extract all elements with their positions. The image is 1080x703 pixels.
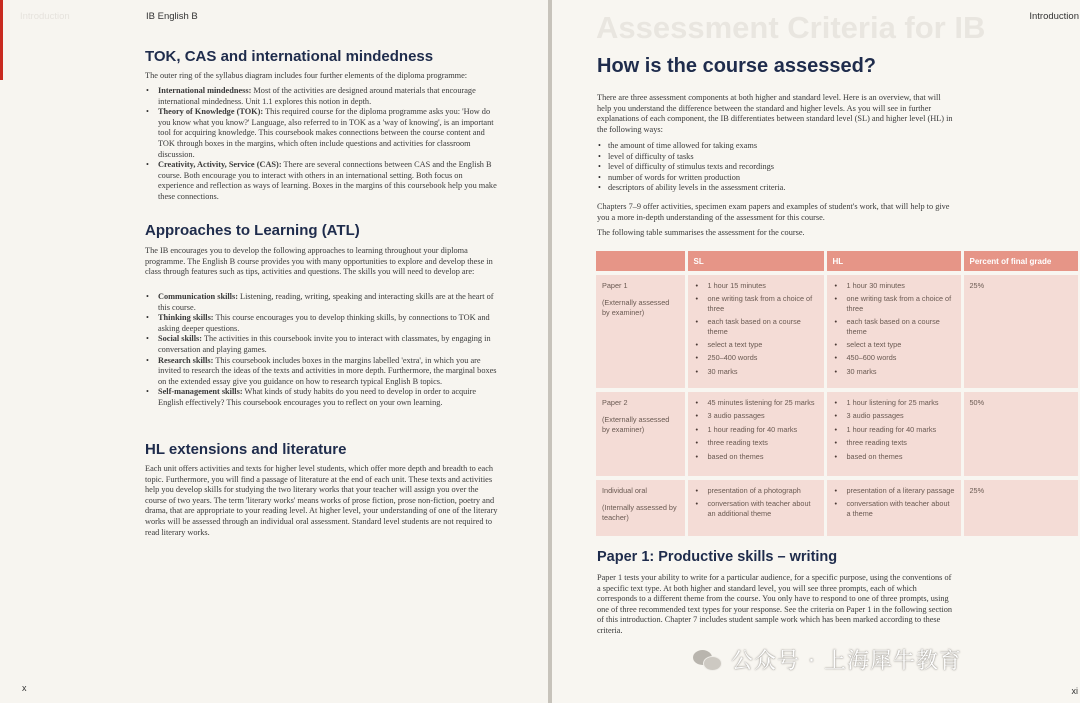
red-edge-strip — [0, 0, 3, 80]
paper-cell: Paper 1 (Externally assessed by examiner) — [596, 273, 686, 390]
tok-bullet-list — [145, 86, 497, 203]
tok-intro: The outer ring of the syllabus diagram includes four further elements of the diploma programme: — [145, 71, 468, 80]
page-number-right: xi — [1071, 686, 1078, 696]
ghost-title: Assessment Criteria for IB — [596, 10, 986, 45]
chapters-note: Chapters 7–9 offer activities, specimen exam papers and examples of student's work, that will help to give you a more in-depth understanding of the assessment for this course. — [597, 202, 950, 222]
atl-bullet-list — [145, 292, 497, 409]
list-item: • Creativity, Activity, Service (CAS): There are several connections between CAS and the English B course. Both encourage you to interact with others in an international setting. Both focus on experience and reflection as ways of learning. Boxes in the margins of this coursebook help you make these connections. — [145, 160, 497, 202]
sl-cell: • presentation of a photograph • conversation with teacher about an additional theme — [686, 478, 825, 536]
running-head-left: IB English B — [146, 11, 198, 22]
table-row — [596, 273, 1078, 390]
assessment-table — [596, 251, 1078, 536]
table-header-cell: HL — [825, 251, 962, 273]
sl-cell: • 45 minutes listening for 25 marks • 3 audio passages • 1 hour reading for 40 marks • three reading texts • based on themes — [686, 390, 825, 478]
list-item: • level of difficulty of tasks — [597, 152, 947, 163]
paper-cell: Individual oral (Internally assessed by teacher) — [596, 478, 686, 536]
percent-cell: 25% — [962, 478, 1078, 536]
hl-cell: • 1 hour listening for 25 marks • 3 audio passages • 1 hour reading for 40 marks • three reading texts • based on themes — [825, 390, 962, 478]
paper-cell: Paper 2 (Externally assessed by examiner) — [596, 390, 686, 478]
table-row — [596, 390, 1078, 478]
hl-cell: • 1 hour 30 minutes • one writing task from a choice of three • each task based on a course theme • select a text type • 450–600 words • 30 marks — [825, 273, 962, 390]
hl-cell: • presentation of a literary passage • conversation with teacher about a theme — [825, 478, 962, 536]
atl-intro: The IB encourages you to develop the following approaches to learning throughout your diploma programme. The English B course provides you with many opportunities to explore and develop these in class through features such as tips, activities and questions. The skills you will need to develop are: — [145, 246, 493, 277]
page-number-left: x — [22, 683, 27, 693]
list-item: • Social skills: The activities in this coursebook invite you to interact with classmates, by engaging in conversation and playing games. — [145, 334, 497, 355]
list-item: • descriptors of ability levels in the assessment criteria. — [597, 183, 947, 194]
list-item: • Communication skills: Listening, reading, writing, speaking and interacting skills are at the heart of this course. — [145, 292, 497, 313]
table-header-cell — [596, 251, 686, 273]
table-header-cell: Percent of final grade — [962, 251, 1078, 273]
paper1-body: Paper 1 tests your ability to write for a particular audience, for a specific purpose, using the conventions of a specific text type. At both higher and standard level, you will see three prompts, each of which corresponds to a different theme from the course. You only have to respond to one of three prompts, using one of three recommended text types for your response. See the criteria on Paper 1 in the following section of this introduction. Chapter 7 includes student sample work which has been marked according to these criteria. — [597, 573, 953, 635]
list-item: • Self-management skills: What kinds of study habits do you need to develop in order to acquire English effectively? This coursebook encourages you to reflect on your own learning. — [145, 387, 497, 408]
list-item: • the amount of time allowed for taking exams — [597, 141, 947, 152]
list-item: • number of words for written production — [597, 173, 947, 184]
watermark-text: 公众号 · 上海犀牛教育 — [731, 649, 962, 674]
list-item: • level of difficulty of stimulus texts and recordings — [597, 162, 947, 173]
section-heading-tok: TOK, CAS and international mindedness — [145, 48, 434, 65]
ways-list — [597, 141, 947, 194]
table-header-row — [596, 251, 1078, 273]
section-heading-atl: Approaches to Learning (ATL) — [145, 222, 360, 239]
list-item: • Thinking skills: This course encourages you to develop thinking skills, by connections to TOK and asking deeper questions. — [145, 313, 497, 334]
list-item: • Theory of Knowledge (TOK): This required course for the diploma programme asks you: 'How do you know what you know?' Language, also referred to in TOK as a 'way of knowing', is an important tool for acquiring knowledge. This coursebook makes connections between the course content and TOK through boxes in the margins, which often include questions and activities for classroom discussion. — [145, 107, 497, 160]
running-head-right: Introduction — [1029, 11, 1079, 22]
table-intro: The following table summarises the assessment for the course. — [597, 228, 805, 237]
table-row — [596, 478, 1078, 536]
wechat-icon — [693, 648, 721, 672]
sl-cell: • 1 hour 15 minutes • one writing task from a choice of three • each task based on a course theme • select a text type • 250–400 words • 30 marks — [686, 273, 825, 390]
section-heading-hl: HL extensions and literature — [145, 441, 347, 458]
paper1-heading: Paper 1: Productive skills – writing — [597, 549, 838, 565]
percent-cell: 25% — [962, 273, 1078, 390]
hl-body: Each unit offers activities and texts for higher level students, which offer more depth and breadth to each topic. Furthermore, you will find a passage of literature at the end of each unit. These texts and activities help you develop skills for studying the two literary works that your teacher will assign you over the course of two years. The term 'literary works' means works of prose fiction, prose non-fiction, poetry and drama, that are appropriate to your reading level. At higher level, your understanding of one of the literary works will be assessed through an individual oral assessment. Standard level students are not required to read literary works. — [145, 464, 498, 537]
list-item: • International mindedness: Most of the activities are designed around materials that encourage international mindedness. Unit 1.1 explores this notion in depth. — [145, 86, 497, 107]
percent-cell: 50% — [962, 390, 1078, 478]
running-head-left-faded: Introduction — [20, 11, 70, 22]
list-item: • Research skills: This coursebook includes boxes in the margins labelled 'extra', in which you are invited to research the ideas of the texts and activities in more depth. Furthermore, the marginal boxes on the extended essay give you guidance on how to research typical English B topics. — [145, 356, 497, 388]
watermark — [693, 644, 962, 675]
assessment-intro: There are three assessment components at both higher and standard level. Here is an overview, that will help you understand the difference between the standard and higher levels. As you will see in further explanations of each component, the IB differentiates between standard level (SL) and higher level (HL) in the following ways: — [597, 93, 953, 134]
table-header-cell: SL — [686, 251, 825, 273]
page-title: How is the course assessed? — [597, 55, 877, 77]
